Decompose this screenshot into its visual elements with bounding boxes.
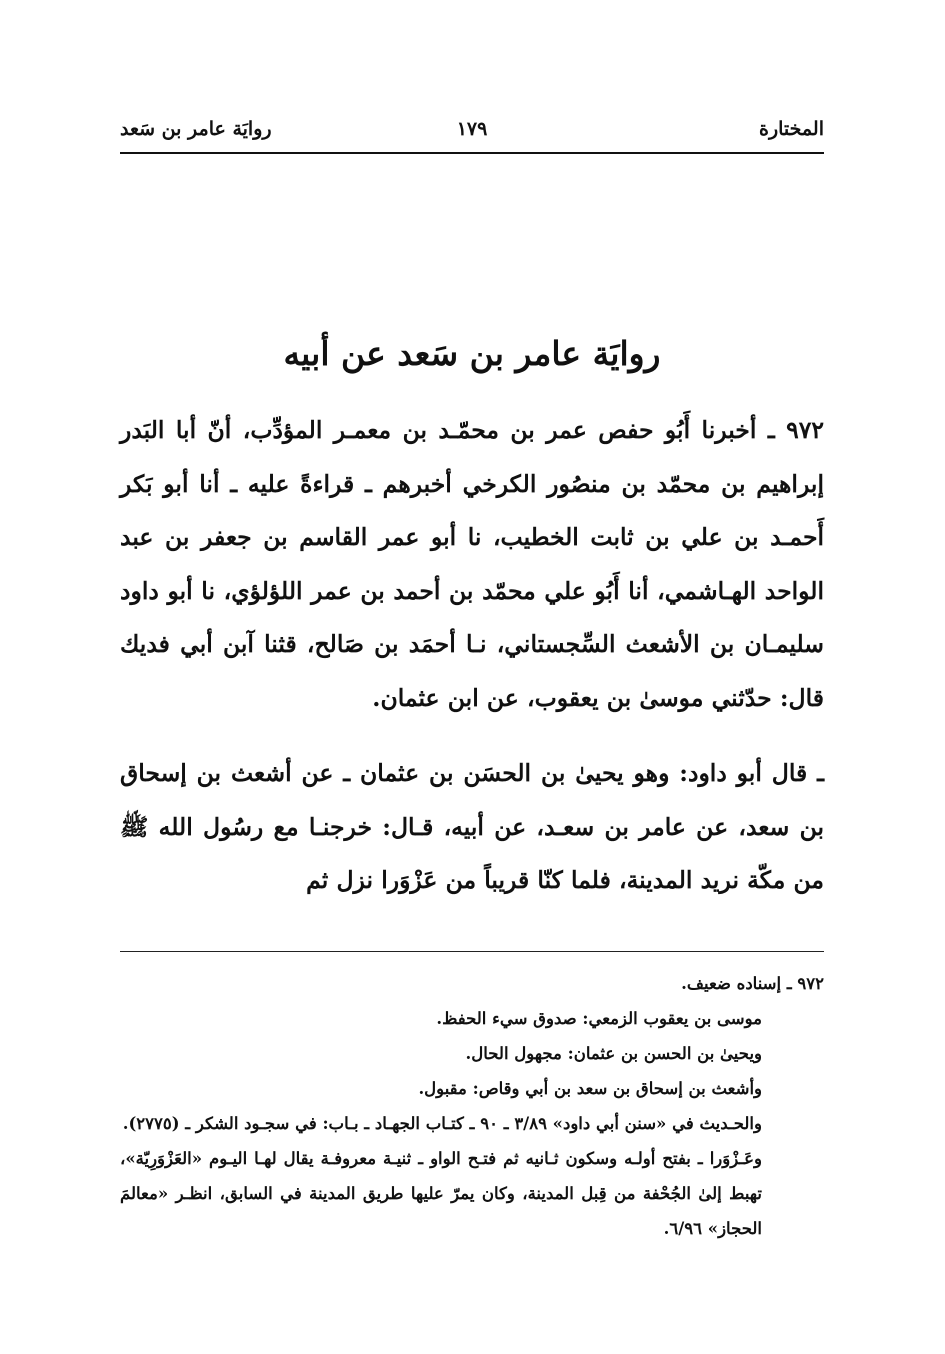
footnote-line: وأشعث بن إسحاق بن سعد بن أبي وقاص: مقبول.	[418, 1079, 762, 1098]
running-head-book-title: المختارة	[759, 118, 824, 140]
hadith-body	[120, 404, 824, 908]
footnote-line: والحـديث في «سنن أبي داود» ٣/٨٩ ـ ٩٠ ـ كتـاب الجهـاد ـ بـاب: في سجـود الشكر ـ (٢٧٧٥).	[122, 1114, 762, 1133]
footnote-line: ويحيىٰ بن الحسن بن عثمان: مجهول الحال.	[465, 1044, 762, 1063]
page-number: ١٧٩	[456, 118, 488, 140]
footnote-line: وعَـزْوَرا ـ بفتح أولـه وسكون ثـانيه ثم فتـح الواو ـ ثنيـة معروفـة يقال لهـا اليـوم «العَزْوَرِيّة»، تهبط إلىٰ الجُحْفة من قِبل المدينة، وكان يمرّ عليها طريق المدينة في السابق، انظـر «معالمَ الحجاز» ٦/٩٦.	[120, 1149, 762, 1238]
hadith-number: ٩٧٢ ـ	[767, 416, 825, 444]
running-head-section-title: روايَة عامر بن سَعد	[120, 118, 272, 140]
footnotes	[120, 966, 824, 1246]
running-head	[120, 118, 824, 154]
hadith-paragraph-isnad	[120, 404, 824, 725]
paragraph-gap	[120, 725, 824, 747]
footnote-divider	[120, 951, 824, 952]
footnote-head: ٩٧٢ ـ إسناده ضعيف.	[681, 974, 824, 993]
hadith-paragraph-1-text: أخبرنا أَبُو حفص عمر بن محمّـد بن معمـر المؤدِّب، أنّ أبا البَدر إبراهيم بن محمّد بن منصُور الكرخي أخبرهم ـ قراءةً عليه ـ أنا أبو بَكر أَحمـد بن علي بن ثابت الخطيب، نا أبو عمر القاسم بن جعفر بن عبد الواحد الهـاشمي، أنا أَبُو علي محمّد بن أحمد بن عمر اللؤلؤي، نا أبو داود سليمـان بن الأشعث السِّجستاني، نـا أحمَد بن صَالح، قثنا آبن أبي فديك قال: حدّثني موسىٰ بن يعقوب، عن ابن عثمان.	[120, 416, 824, 712]
hadith-paragraph-2: ـ قال أبو داود: وهو يحيىٰ بن الحسَن بن عثمان ـ عن أشعث بن إسحاق بن سعد، عن عامر بن سعـد، عن أبيه، قـال: خرجنـا مع رسُول الله ﷺ من مكّة نريد المدينة، فلما كنّا قريباً من عَزْوَرا نزل ثم	[120, 759, 824, 894]
chapter-title: روايَة عامر بن سَعد عن أبيه	[283, 334, 661, 373]
footnote-line: موسى بن يعقوب الزمعي: صدوق سيء الحفظ.	[436, 1009, 762, 1028]
